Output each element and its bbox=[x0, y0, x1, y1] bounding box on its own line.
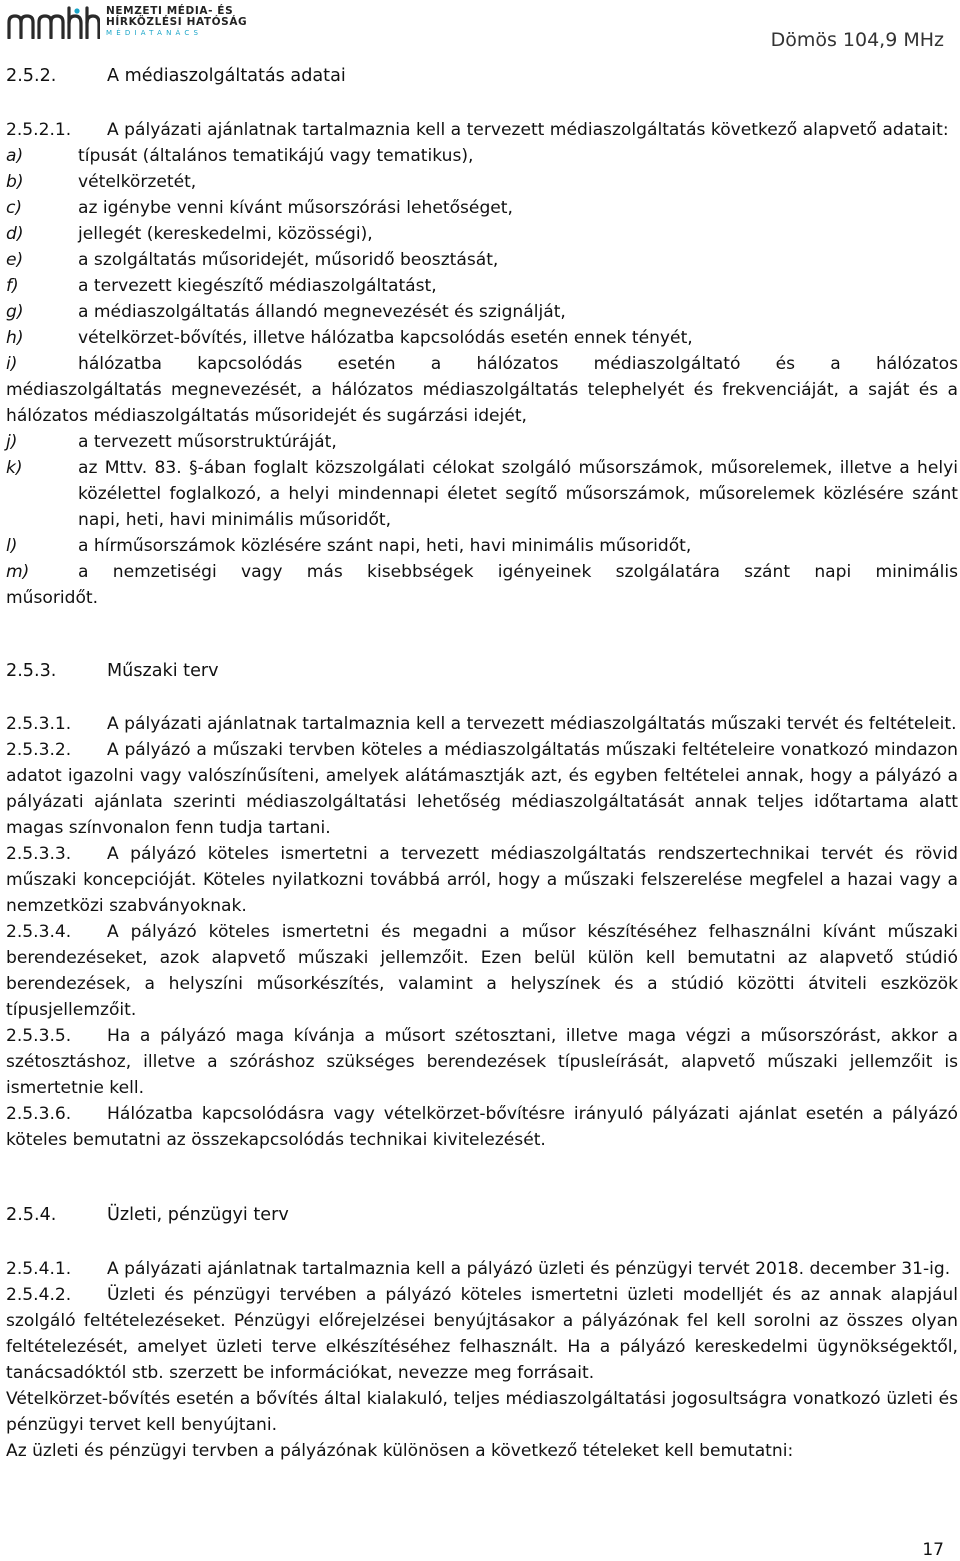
list-item-text: a hírműsorszámok közlésére szánt napi, heti, havi minimális műsoridőt, bbox=[78, 536, 692, 556]
list-item bbox=[6, 455, 958, 533]
list-item bbox=[6, 273, 958, 299]
list-item-label: g) bbox=[6, 302, 24, 322]
list-item bbox=[6, 299, 958, 325]
nmhh-logo bbox=[6, 2, 247, 42]
list-item bbox=[6, 429, 958, 455]
section-number: 2.5.3. bbox=[6, 661, 57, 681]
list-item-label: i) bbox=[6, 354, 18, 374]
paragraph-text: A pályázó a műszaki tervben köteles a médiaszolgáltatás műszaki feltételeire vonatkozó mindazon adatot igazolni vagy valószínűsíteni, amelyek alátámasztják azt, és egyben feltételei annak, hogy a pályázó a pályázati ajánlata szerinti médiaszolgáltatási lehetőség médiaszolgáltatását annak teljes időtartama alatt magas színvonalon fenn tudja tartani. bbox=[6, 740, 958, 838]
list-item-label: e) bbox=[6, 250, 24, 270]
logo-line-2: HÍRKÖZLÉSI HATÓSÁG bbox=[106, 16, 248, 28]
list-item-m bbox=[6, 559, 958, 585]
section-2-5-3-body bbox=[6, 711, 958, 1153]
list-item bbox=[6, 325, 958, 351]
list-item bbox=[6, 247, 958, 273]
list-item-label: k) bbox=[6, 458, 23, 478]
list-item-text: a médiaszolgáltatás állandó megnevezését és szignálját, bbox=[78, 302, 566, 322]
section-title: Üzleti, pénzügyi terv bbox=[107, 1205, 289, 1225]
list-item-i bbox=[6, 351, 958, 377]
list-item-label: m) bbox=[6, 562, 30, 582]
section-2-5-4-body bbox=[6, 1256, 958, 1464]
list-item bbox=[6, 533, 958, 559]
paragraph-number: 2.5.3.6. bbox=[6, 1104, 72, 1124]
station-frequency: Dömös 104,9 MHz bbox=[770, 29, 944, 51]
list-item bbox=[6, 221, 958, 247]
paragraph-items-intro: Az üzleti és pénzügyi tervben a pályázónak különösen a következő tételeket kell bemutatni: bbox=[6, 1441, 794, 1461]
paragraph-2-5-3-3 bbox=[6, 841, 958, 919]
logo-line-3: MÉDIATANÁCS bbox=[106, 29, 203, 37]
section-number: 2.5.2. bbox=[6, 66, 57, 86]
paragraph-number: 2.5.3.1. bbox=[6, 714, 72, 734]
list-item-text: hálózatba kapcsolódás esetén a hálózatos médiaszolgáltató és a hálózatos bbox=[78, 354, 958, 374]
list-item-i-continuation: médiaszolgáltatás megnevezését, a hálózatos médiaszolgáltatás telephelyét és frekvenciáját, a saját és a hálózatos médiaszolgáltatás műsoridejét és sugárzási idejét, bbox=[6, 380, 958, 426]
list-item-label: j) bbox=[6, 432, 18, 452]
list-item-text: típusát (általános tematikájú vagy tematikus), bbox=[78, 146, 474, 166]
paragraph-number: 2.5.4.2. bbox=[6, 1285, 72, 1305]
paragraph-2-5-3-5 bbox=[6, 1023, 958, 1101]
list-item-label: l) bbox=[6, 536, 18, 556]
page-number: 17 bbox=[922, 1540, 944, 1560]
section-heading-2-5-4 bbox=[6, 1205, 289, 1225]
list-item-label: f) bbox=[6, 276, 19, 296]
section-title: A médiaszolgáltatás adatai bbox=[107, 66, 346, 86]
paragraph-2-5-3-1 bbox=[6, 711, 958, 737]
paragraph-text: A pályázati ajánlatnak tartalmaznia kell a pályázó üzleti és pénzügyi tervét 2018. december 31-ig. bbox=[107, 1259, 951, 1279]
paragraph-2-5-3-2 bbox=[6, 737, 958, 841]
list-item-label: a) bbox=[6, 146, 24, 166]
logo-line-1: NEMZETI MÉDIA- ÉS bbox=[106, 5, 234, 17]
paragraph-2-5-4-2 bbox=[6, 1282, 958, 1386]
section-number: 2.5.4. bbox=[6, 1205, 57, 1225]
section-title: Műszaki terv bbox=[107, 661, 219, 681]
section-heading-2-5-3 bbox=[6, 661, 219, 681]
paragraph-coverage-extension: Vételkörzet-bővítés esetén a bővítés által kialakuló, teljes médiaszolgáltatási jogosultságra vonatkozó üzleti és pénzügyi tervet kell benyújtani. bbox=[6, 1389, 958, 1435]
list-item bbox=[6, 143, 958, 169]
list-item-label: c) bbox=[6, 198, 23, 218]
list-item bbox=[6, 169, 958, 195]
paragraph-2-5-4-1 bbox=[6, 1256, 958, 1282]
paragraph-text: A pályázó köteles ismertetni és megadni a műsor készítéséhez felhasználni kívánt műszaki berendezéseket, azok alapvető műszaki jellemzőit. Ezen belül külön kell bemutatni az alapvető stúdió berendezések, a helyszíni műsorkészítés, valamint a helyszínek és a stúdió közötti átviteli eszközök típusjellemzőit. bbox=[6, 922, 958, 1020]
logo-wordmark bbox=[106, 6, 247, 38]
paragraph-number: 2.5.3.3. bbox=[6, 844, 72, 864]
paragraph-text: A pályázó köteles ismertetni a tervezett médiaszolgáltatás rendszertechnikai tervét és rövid műszaki koncepcióját. Köteles nyilatkozni továbbá arról, hogy a műszaki felszerelése megfelel a hazai vagy a nemzetközi szabványoknak. bbox=[6, 844, 958, 916]
paragraph-number: 2.5.3.5. bbox=[6, 1026, 72, 1046]
paragraph-text: A pályázati ajánlatnak tartalmaznia kell a tervezett médiaszolgáltatás műszaki tervét és feltételeit. bbox=[107, 714, 957, 734]
list-item-m-continuation: műsoridőt. bbox=[6, 588, 99, 608]
list-item-text: az Mttv. 83. §-ában foglalt közszolgálati célokat szolgáló műsorszámok, műsorelemek, illetve a helyi közélettel foglalkozó, a helyi mindennapi életet segítő műsorszámok, műsorelemek közlésére szánt napi, heti, havi minimális műsoridőt, bbox=[78, 458, 958, 530]
paragraph-text: Üzleti és pénzügyi tervében a pályázó köteles ismertetni üzleti modelljét és az annak alapjául szolgáló feltételezéseket. Pénzügyi előrejelzései benyújtásakor a pályázónak fel kell sorolni az összes olyan feltételezését, amelyet üzleti terve elkészítéséhez felhasznált. Ha a pályázó kereskedelmi ügynökségektől, tanácsadóktól stb. szerzett be információkat, nevezze meg forrásait. bbox=[6, 1285, 958, 1383]
list-item-text: a tervezett kiegészítő médiaszolgáltatást, bbox=[78, 276, 437, 296]
paragraph-text: Ha a pályázó maga kívánja a műsort szétosztani, illetve maga végzi a műsorszórást, akkor a szétosztáshoz, illetve a szóráshoz szükséges berendezések típusleírását, alapvető műszaki jellemzőit is ismertetnie kell. bbox=[6, 1026, 958, 1098]
list-item bbox=[6, 195, 958, 221]
list-item-label: h) bbox=[6, 328, 24, 348]
list-item-text: a nemzetiségi vagy más kisebbségek igényeinek szolgálatára szánt napi minimális bbox=[78, 562, 958, 582]
list-item-text: a szolgáltatás műsoridejét, műsoridő beosztását, bbox=[78, 250, 499, 270]
list-item-label: d) bbox=[6, 224, 24, 244]
paragraph-number: 2.5.2.1. bbox=[6, 120, 72, 140]
section-2-5-2-body bbox=[6, 117, 958, 611]
list-item-text: az igénybe venni kívánt műsorszórási lehetőséget, bbox=[78, 198, 513, 218]
nmhh-logo-mark-icon bbox=[6, 5, 100, 39]
paragraph-number: 2.5.3.2. bbox=[6, 740, 72, 760]
list-item-text: vételkörzet-bővítés, illetve hálózatba kapcsolódás esetén ennek tényét, bbox=[78, 328, 693, 348]
paragraph-2-5-3-4 bbox=[6, 919, 958, 1023]
paragraph-number: 2.5.3.4. bbox=[6, 922, 72, 942]
section-heading-2-5-2 bbox=[6, 66, 346, 86]
list-item-text: jellegét (kereskedelmi, közösségi), bbox=[78, 224, 373, 244]
paragraph-text: A pályázati ajánlatnak tartalmaznia kell a tervezett médiaszolgáltatás következő alapvető adatait: bbox=[107, 120, 949, 140]
paragraph-text: Hálózatba kapcsolódásra vagy vételkörzet-bővítésre irányuló pályázati ajánlat esetén a pályázó köteles bemutatni az összekapcsolódás technikai kivitelezését. bbox=[6, 1104, 958, 1150]
list-item-text: vételkörzetét, bbox=[78, 172, 197, 192]
paragraph-2-5-2-1 bbox=[6, 117, 958, 143]
paragraph-number: 2.5.4.1. bbox=[6, 1259, 72, 1279]
paragraph-2-5-3-6 bbox=[6, 1101, 958, 1153]
list-item-text: a tervezett műsorstruktúráját, bbox=[78, 432, 337, 452]
list-item-label: b) bbox=[6, 172, 24, 192]
